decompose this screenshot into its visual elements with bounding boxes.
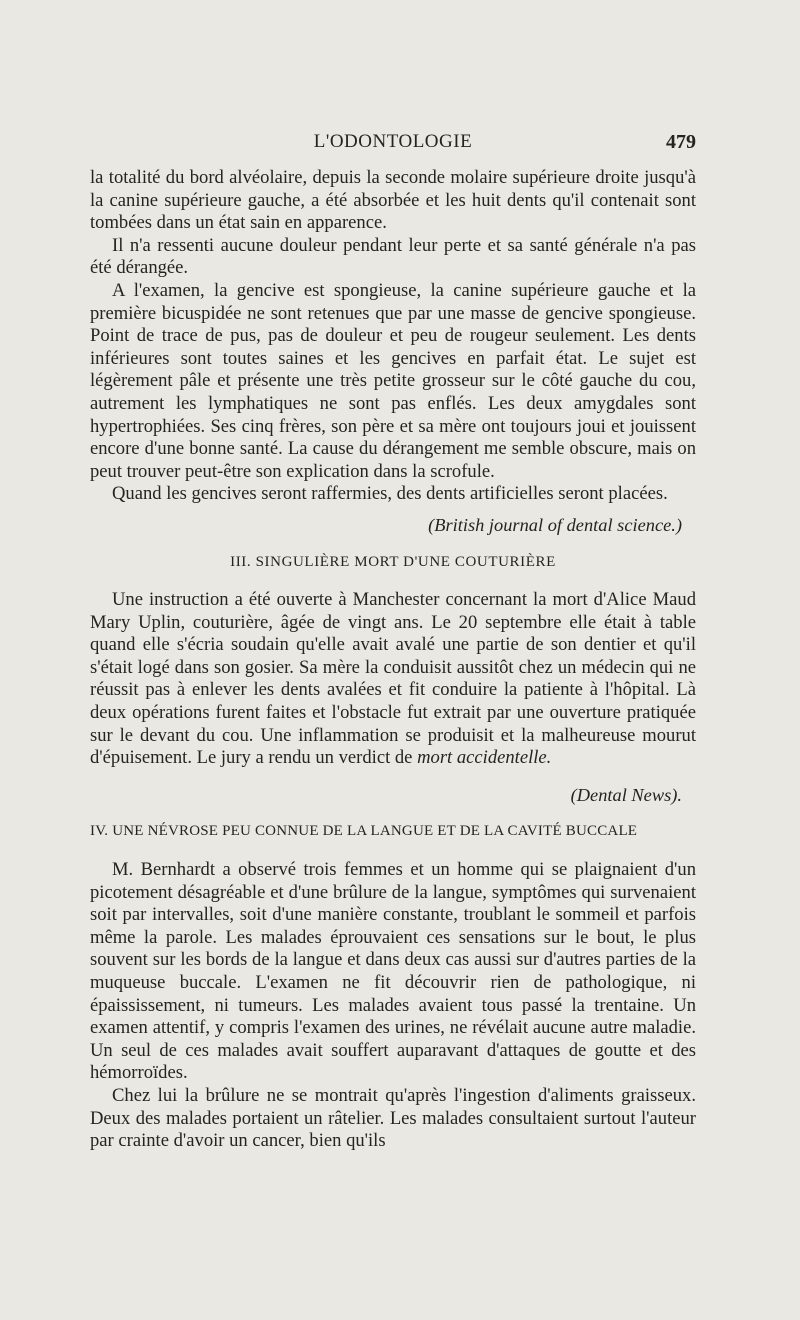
page-body <box>90 167 696 1153</box>
paragraph <box>90 589 696 770</box>
section-heading: IV. UNE NÉVROSE PEU CONNUE DE LA LANGUE ET DE LA CAVITÉ BUCCALE <box>90 823 638 840</box>
italic-phrase: mort accidentelle. <box>417 747 552 769</box>
page-number: 479 <box>666 131 696 153</box>
page-header <box>90 129 696 159</box>
source-citation: (British journal of dental science.) <box>428 514 682 535</box>
source-citation: (Dental News). <box>570 784 682 805</box>
paragraph: M. Bernhardt a observé trois femmes et un homme qui se plaignaient d'un picotement désagréable et d'une brûlure de la langue, symptômes qui survenaient soit par intervalles, soit d'une manière constante, troublant le sommeil et parfois même la parole. Les malades éprouvaient ces sensations sur le bout, le plus souvent sur les bords de la langue et dans deux cas aussi sur d'autres parties de la muqueuse buccale. L'examen ne fit découvrir rien de pathologique, ni épaississement, ni tumeurs. Les malades avaient tous passé la trentaine. Un examen attentif, y compris l'examen des urines, ne révélait aucune autre maladie. Un seul de ces malades avait souffert auparavant d'attaques de goutte et des hémorroïdes. <box>90 859 696 1084</box>
paragraph-continuation: la totalité du bord alvéolaire, depuis la seconde molaire supérieure droite jusqu'à la canine supérieure gauche, a été absorbée et les huit dents qu'il contenait sont tombées dans un état sain en apparence. <box>90 167 696 234</box>
section-heading: III. SINGULIÈRE MORT D'UNE COUTURIÈRE <box>230 553 556 570</box>
running-title: L'ODONTOLOGIE <box>313 131 473 152</box>
paragraph: Chez lui la brûlure ne se montrait qu'après l'ingestion d'aliments graisseux. Deux des malades portaient un râtelier. Les malades consultaient surtout l'auteur par crainte d'avoir un cancer, bien qu'ils <box>90 1084 696 1152</box>
paragraph: Il n'a ressenti aucune douleur pendant leur perte et sa santé générale n'a pas été dérangée. <box>90 234 696 279</box>
paragraph-text: Une instruction a été ouverte à Manchester concernant la mort d'Alice Maud Mary Uplin, couturière, âgée de vingt ans. Le 20 septembre elle était à table quand elle s'écria soudain qu'elle avait avalé une partie de son dentier et qu'il s'était logé dans son gosier. Sa mère la conduisit aussitôt chez un médecin qui ne réussit pas à enlever les dents avalées et fit conduire la patiente à l'hôpital. Là deux opérations furent faites et l'obstacle fut extrait par une ouverture pratiquée sur le devant du cou. Une inflammation se produisit et la malheureuse mourut d'épuisement. Le jury a rendu un verdict de <box>90 589 696 769</box>
paragraph: Quand les gencives seront raffermies, des dents artificielles seront placées. <box>112 483 668 505</box>
paragraph: A l'examen, la gencive est spongieuse, la canine supérieure gauche et la première bicuspidée ne sont retenues que par une masse de gencive spongieuse. Point de trace de pus, pas de douleur et peu de rougeur seulement. Les dents inférieures sont toutes saines et les gencives en parfait état. Le sujet est légèrement pâle et présente une très petite grosseur sur le côté gauche du cou, autrement les lymphatiques ne sont pas enflés. Les deux amygdales sont hypertrophiées. Ses cinq frères, son père et sa mère ont toujours joui et jouissent encore d'une bonne santé. La cause du dérangement me semble obscure, mais on peut trouver peut-être son explication dans la scrofule. <box>90 279 696 482</box>
